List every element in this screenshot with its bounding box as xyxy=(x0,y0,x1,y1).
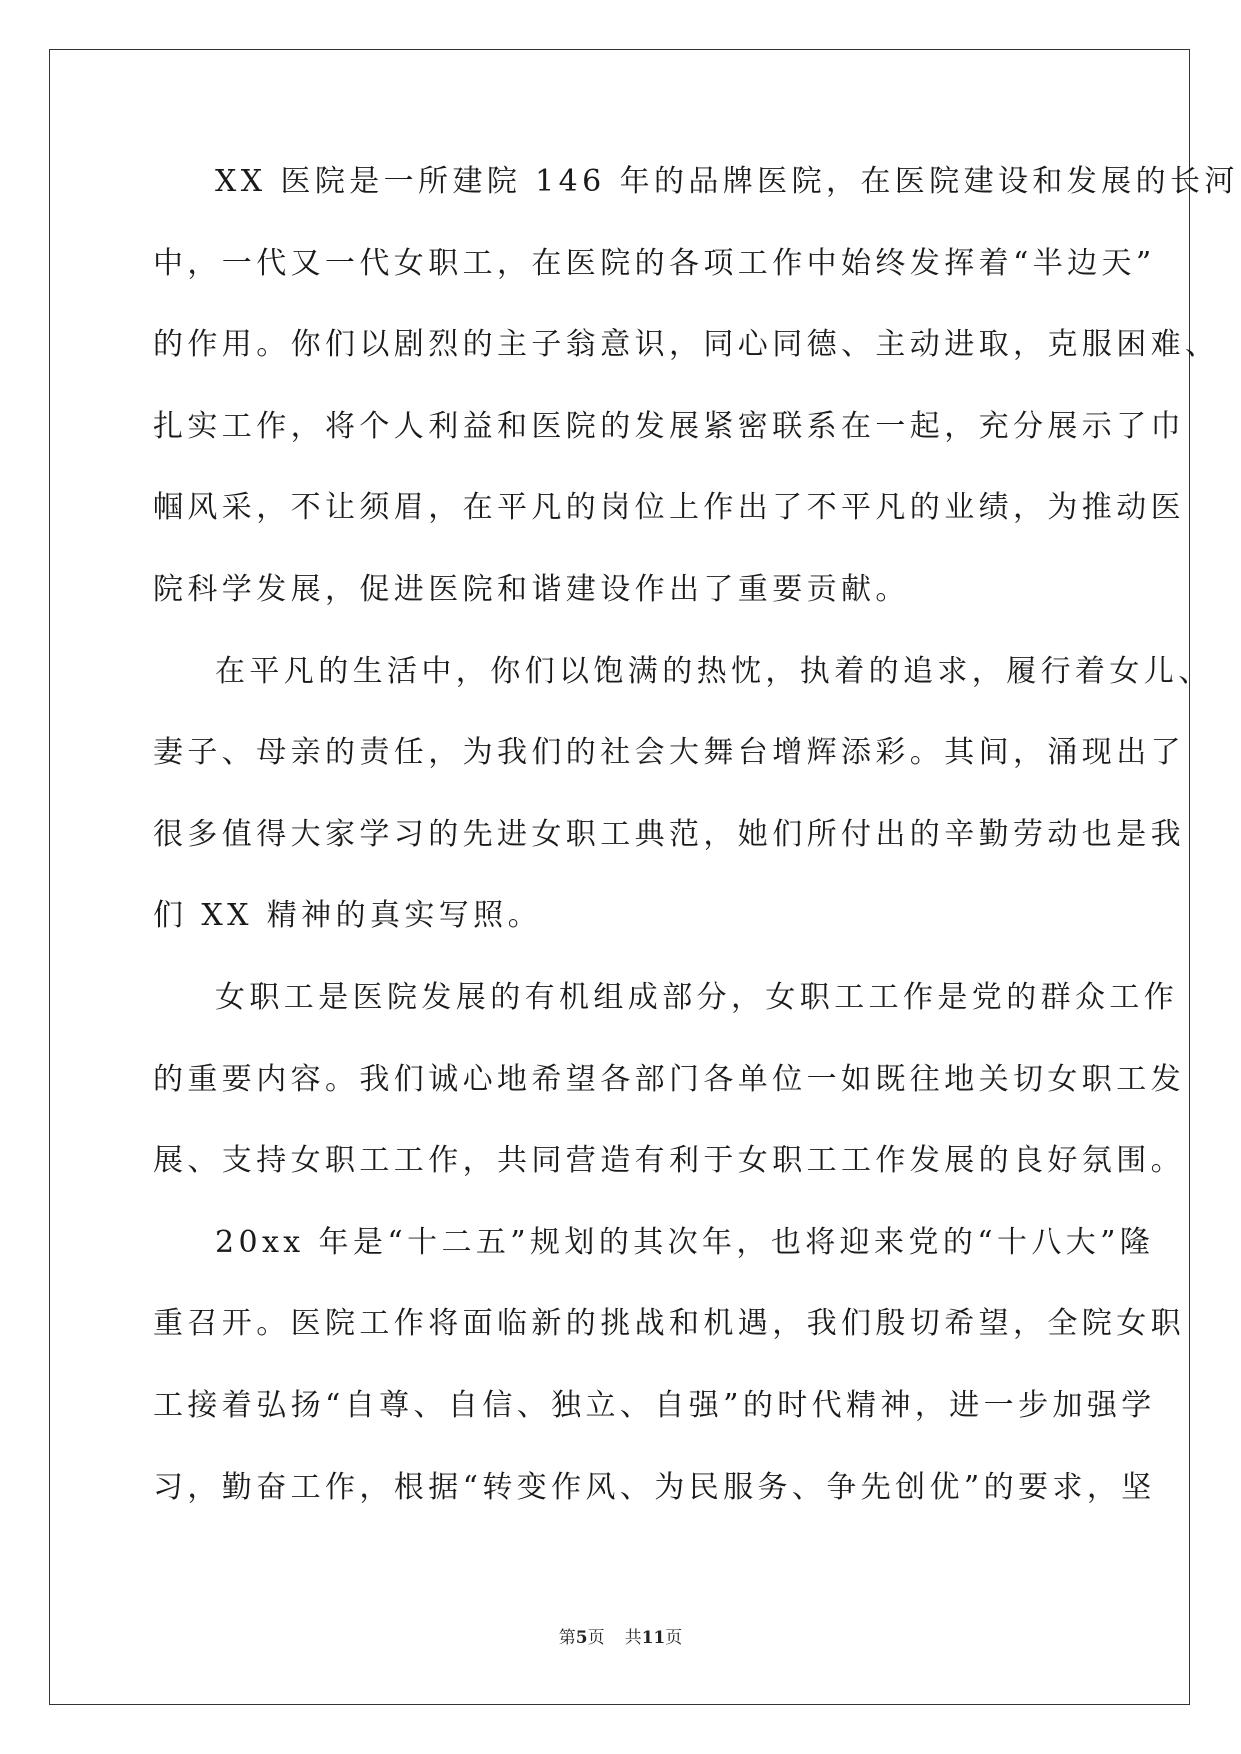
page-suffix: 页 xyxy=(587,1628,605,1648)
paragraph-2-line-1: 在平凡的生活中，你们以饱满的热忱，执着的追求，履行着女儿、 xyxy=(215,653,1213,689)
paragraph-1-line-4: 扎实工作，将个人利益和医院的发展紧密联系在一起，充分展示了巾 xyxy=(153,408,1185,444)
paragraph-4-line-3: 工接着弘扬“自尊、自信、独立、自强”的时代精神，进一步加强学 xyxy=(153,1387,1156,1423)
paragraph-2-line-3: 很多值得大家学习的先进女职工典范，她们所付出的辛勤劳动也是我 xyxy=(153,816,1185,852)
document-body xyxy=(153,164,1239,1552)
page-number: 5 xyxy=(575,1628,588,1648)
paragraph-1-line-1: XX 医院是一所建院 146 年的品牌医院，在医院建设和发展的长河 xyxy=(215,164,1239,199)
paragraph-1-line-2: 中，一代又一代女职工，在医院的各项工作中始终发挥着“半边天” xyxy=(153,245,1156,281)
paragraph-1-line-3: 的作用。你们以剧烈的主子翁意识，同心同德、主动进取，克服困难、 xyxy=(153,327,1220,363)
paragraph-4-line-1: 20xx 年是“十二五”规划的其次年，也将迎来党的“十八大”隆 xyxy=(215,1224,1155,1260)
paragraph-4-line-4: 习，勤奋工作，根据“转变作风、为民服务、争先创优”的要求，坚 xyxy=(153,1469,1156,1505)
total-prefix: 共 xyxy=(624,1628,642,1648)
paragraph-2-line-4: 们 XX 精神的真实写照。 xyxy=(153,898,542,934)
paragraph-3-line-2: 的重要内容。我们诚心地希望各部门各单位一如既往地关切女职工发 xyxy=(153,1061,1185,1097)
paragraph-3-line-3: 展、支持女职工工作，共同营造有利于女职工工作发展的良好氛围。 xyxy=(153,1143,1185,1179)
paragraph-4-line-2: 重召开。医院工作将面临新的挑战和机遇，我们殷切希望，全院女职 xyxy=(153,1306,1185,1342)
paragraph-3-line-1: 女职工是医院发展的有机组成部分，女职工工作是党的群众工作 xyxy=(215,979,1179,1015)
paragraph-1-line-5: 帼风采，不让须眉，在平凡的岗位上作出了不平凡的业绩，为推动医 xyxy=(153,490,1185,526)
paragraph-2-line-2: 妻子、母亲的责任，为我们的社会大舞台增辉添彩。其间，涌现出了 xyxy=(153,735,1185,771)
paragraph-1-line-6: 院科学发展，促进医院和谐建设作出了重要贡献。 xyxy=(153,571,910,607)
page-footer xyxy=(0,1627,1241,1649)
page-prefix: 第 xyxy=(558,1628,576,1648)
total-suffix: 页 xyxy=(665,1628,683,1648)
total-pages: 11 xyxy=(641,1628,666,1648)
